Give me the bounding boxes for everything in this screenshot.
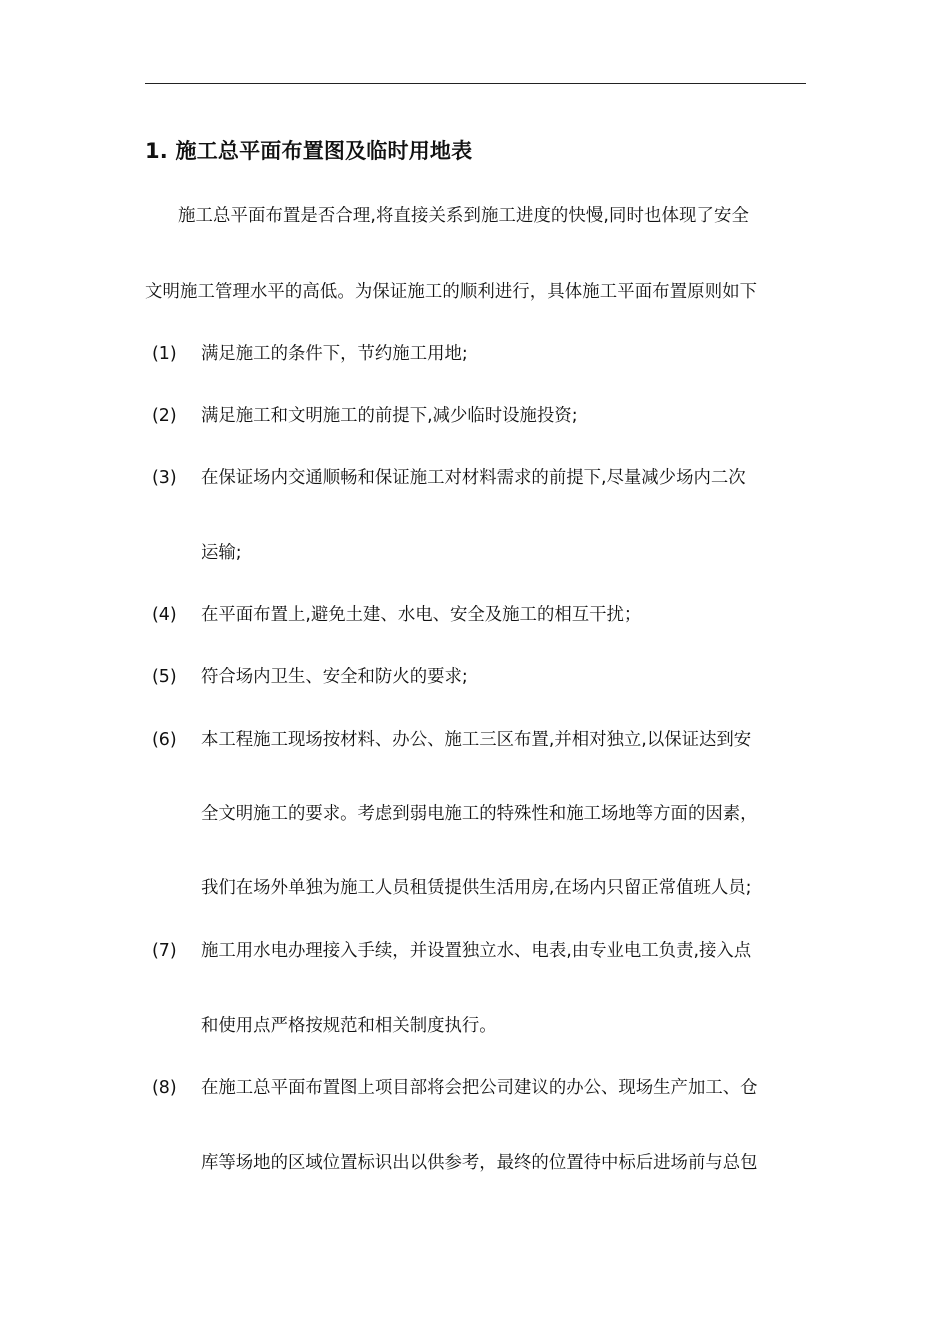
item-text: 在施工总平面布置图上项目部将会把公司建议的办公、现场生产加工、仓 (201, 1078, 758, 1098)
item-text: 施工用水电办理接入手续，并设置独立水、电表,由专业电工负责,接入点 (201, 941, 752, 961)
intro-line-1: 施工总平面布置是否合理,将直接关系到施工进度的快慢,同时也体现了安全 (178, 206, 749, 226)
item-text: 符合场内卫生、安全和防火的要求; (201, 667, 468, 687)
item-text: 本工程施工现场按材料、办公、施工三区布置,并相对独立,以保证达到安 (201, 730, 752, 750)
item-number: (4) (152, 605, 177, 625)
item-number: (2) (152, 406, 177, 426)
item-number: (6) (152, 730, 177, 750)
item-text: 我们在场外单独为施工人员租赁提供生活用房,在场内只留正常值班人员; (201, 878, 752, 898)
item-number: (7) (152, 941, 177, 961)
item-text: 库等场地的区域位置标识出以供参考，最终的位置待中标后进场前与总包 (201, 1153, 758, 1173)
section-heading: 1. 施工总平面布置图及临时用地表 (145, 139, 473, 163)
item-text: 满足施工和文明施工的前提下,减少临时设施投资; (201, 406, 578, 426)
item-text: 满足施工的条件下，节约施工用地; (201, 344, 468, 364)
intro-line-2: 文明施工管理水平的高低。为保证施工的顺利进行，具体施工平面布置原则如下 (145, 282, 758, 302)
header-rule (145, 83, 806, 84)
item-number: (8) (152, 1078, 177, 1098)
item-number: (5) (152, 667, 177, 687)
item-text: 运输; (201, 543, 242, 563)
item-text: 和使用点严格按规范和相关制度执行。 (201, 1016, 497, 1036)
item-number: (3) (152, 468, 177, 488)
item-text: 全文明施工的要求。考虑到弱电施工的特殊性和施工场地等方面的因素， (201, 804, 758, 824)
item-text: 在平面布置上,避免土建、水电、安全及施工的相互干扰； (201, 605, 642, 625)
item-text: 在保证场内交通顺畅和保证施工对材料需求的前提下,尽量减少场内二次 (201, 468, 746, 488)
item-number: (1) (152, 344, 177, 364)
